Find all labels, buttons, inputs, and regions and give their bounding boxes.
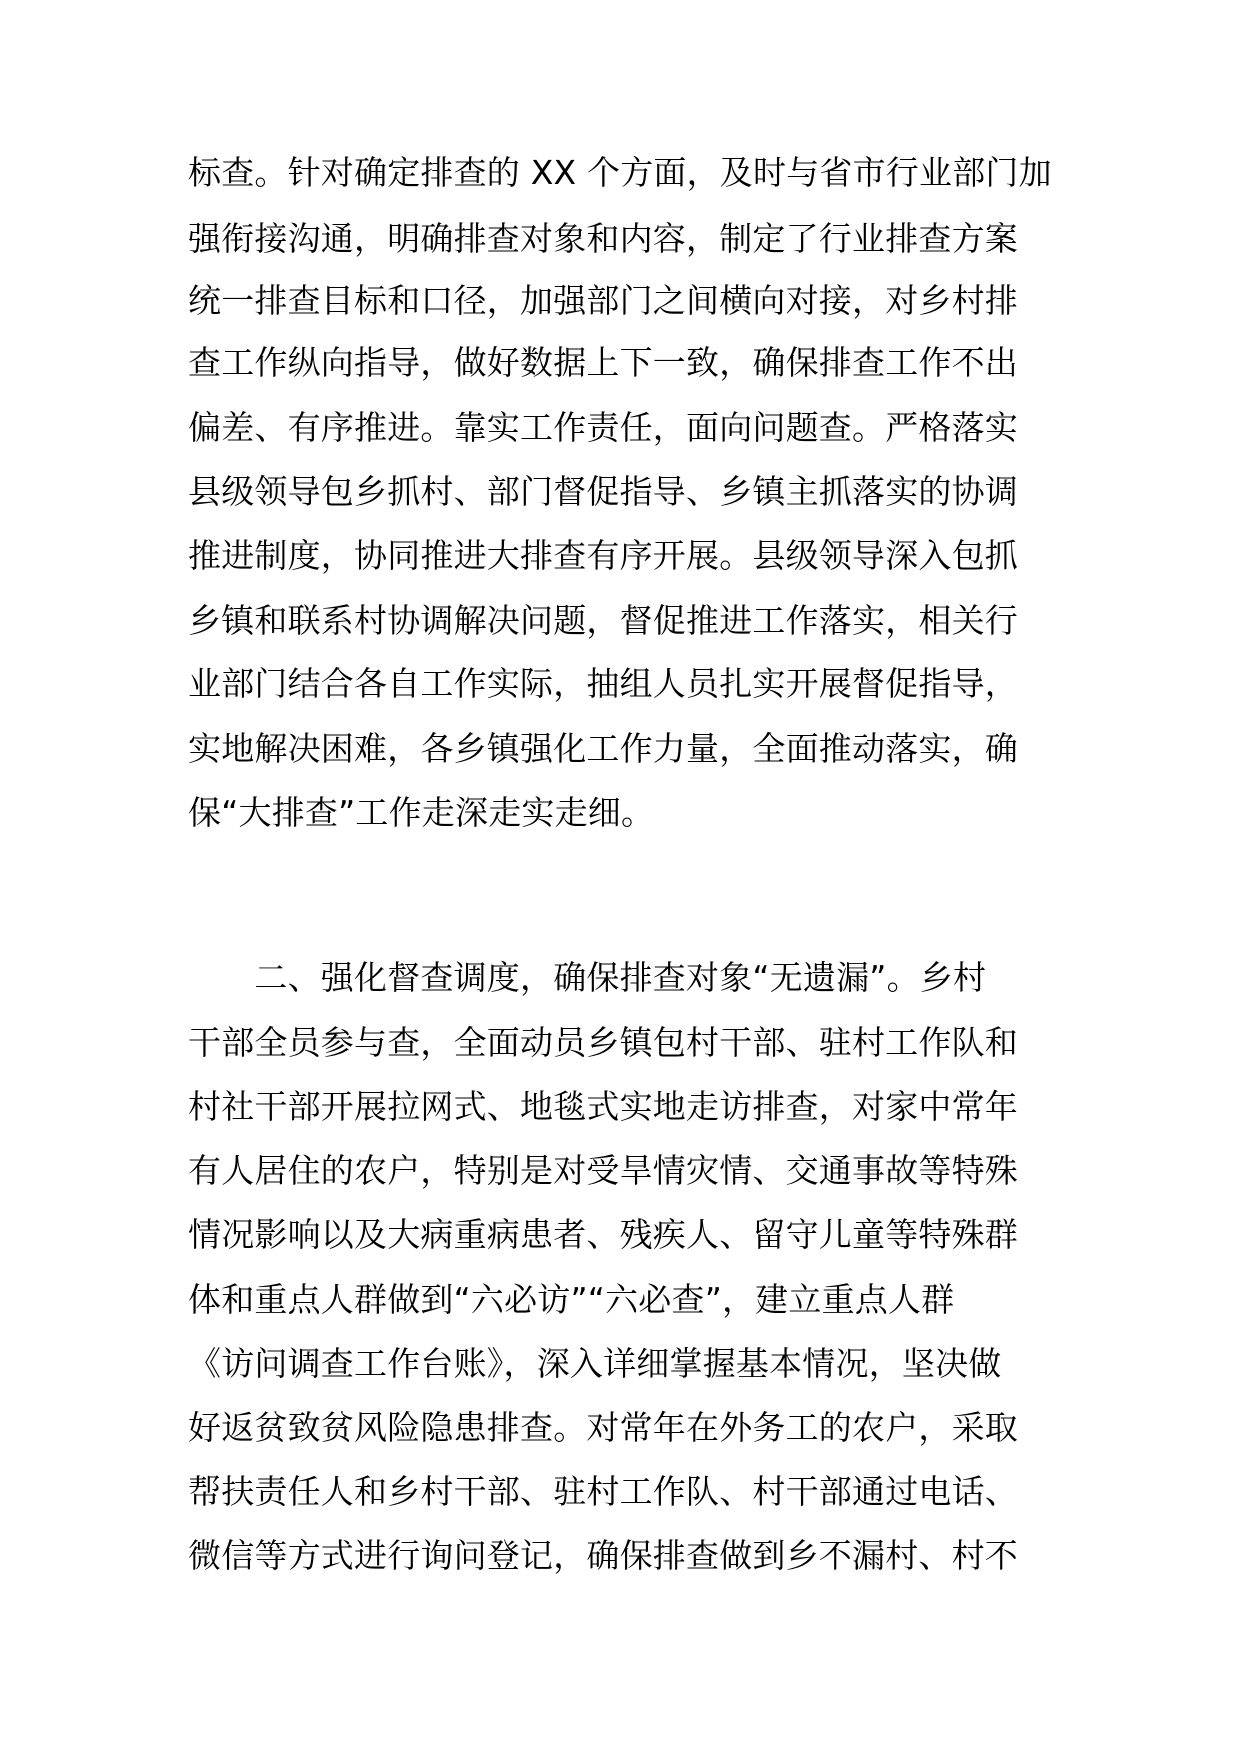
paragraph-1-line: 推进制度，协同推进大排查有序开展。县级领导深入包抓 [188, 536, 1018, 575]
paragraph-2-line: 二、强化督查调度，确保排查对象“无遗漏”。乡村 [188, 958, 987, 997]
paragraph-2-line: 有人居住的农户，特别是对受旱情灾情、交通事故等特殊 [188, 1151, 1018, 1190]
paragraph-2-line: 《访问调查工作台账》，深入详细掌握基本情况，坚决做 [188, 1344, 1002, 1383]
paragraph-1-line: 乡镇和联系村协调解决问题，督促推进工作落实，相关行 [188, 601, 1018, 640]
paragraph-2-line: 村社干部开展拉网式、地毯式实地走访排查，对家中常年 [188, 1087, 1018, 1126]
paragraph-2-line: 干部全员参与查，全面动员乡镇包村干部、驻村工作队和 [188, 1023, 1018, 1062]
paragraph-2-line: 帮扶责任人和乡村干部、驻村工作队、村干部通过电话、 [188, 1472, 1018, 1511]
paragraph-1-line: 县级领导包乡抓村、部门督促指导、乡镇主抓落实的协调 [188, 472, 1018, 511]
paragraph-1-line: 查工作纵向指导，做好数据上下一致，确保排查工作不出 [188, 343, 1018, 382]
paragraph-1-line: 偏差、有序推进。靠实工作责任，面向问题查。严格落实 [188, 408, 1018, 447]
paragraph-1-line: 实地解决困难，各乡镇强化工作力量，全面推动落实，确 [188, 729, 1018, 768]
paragraph-1-line: 统一排查目标和口径，加强部门之间横向对接，对乡村排 [188, 281, 1018, 320]
paragraph-2-line: 微信等方式进行询问登记，确保排查做到乡不漏村、村不 [188, 1536, 1018, 1575]
paragraph-2-line: 体和重点人群做到“六必访”“六必查”，建立重点人群 [188, 1280, 955, 1319]
paragraph-1-line: 强衔接沟通，明确排查对象和内容，制定了行业排查方案 [188, 219, 1018, 258]
paragraph-2-line: 情况影响以及大病重病患者、残疾人、留守儿童等特殊群 [188, 1215, 1018, 1254]
paragraph-2-line: 好返贫致贫风险隐患排查。对常年在外务工的农户，采取 [188, 1408, 1018, 1447]
paragraph-1-line: 业部门结合各自工作实际，抽组人员扎实开展督促指导， [188, 664, 1018, 703]
paragraph-1-line: 保“大排查”工作走深走实走细。 [188, 793, 655, 832]
paragraph-1-line: 标查。针对确定排查的 XX 个方面，及时与省市行业部门加 [188, 153, 1052, 192]
